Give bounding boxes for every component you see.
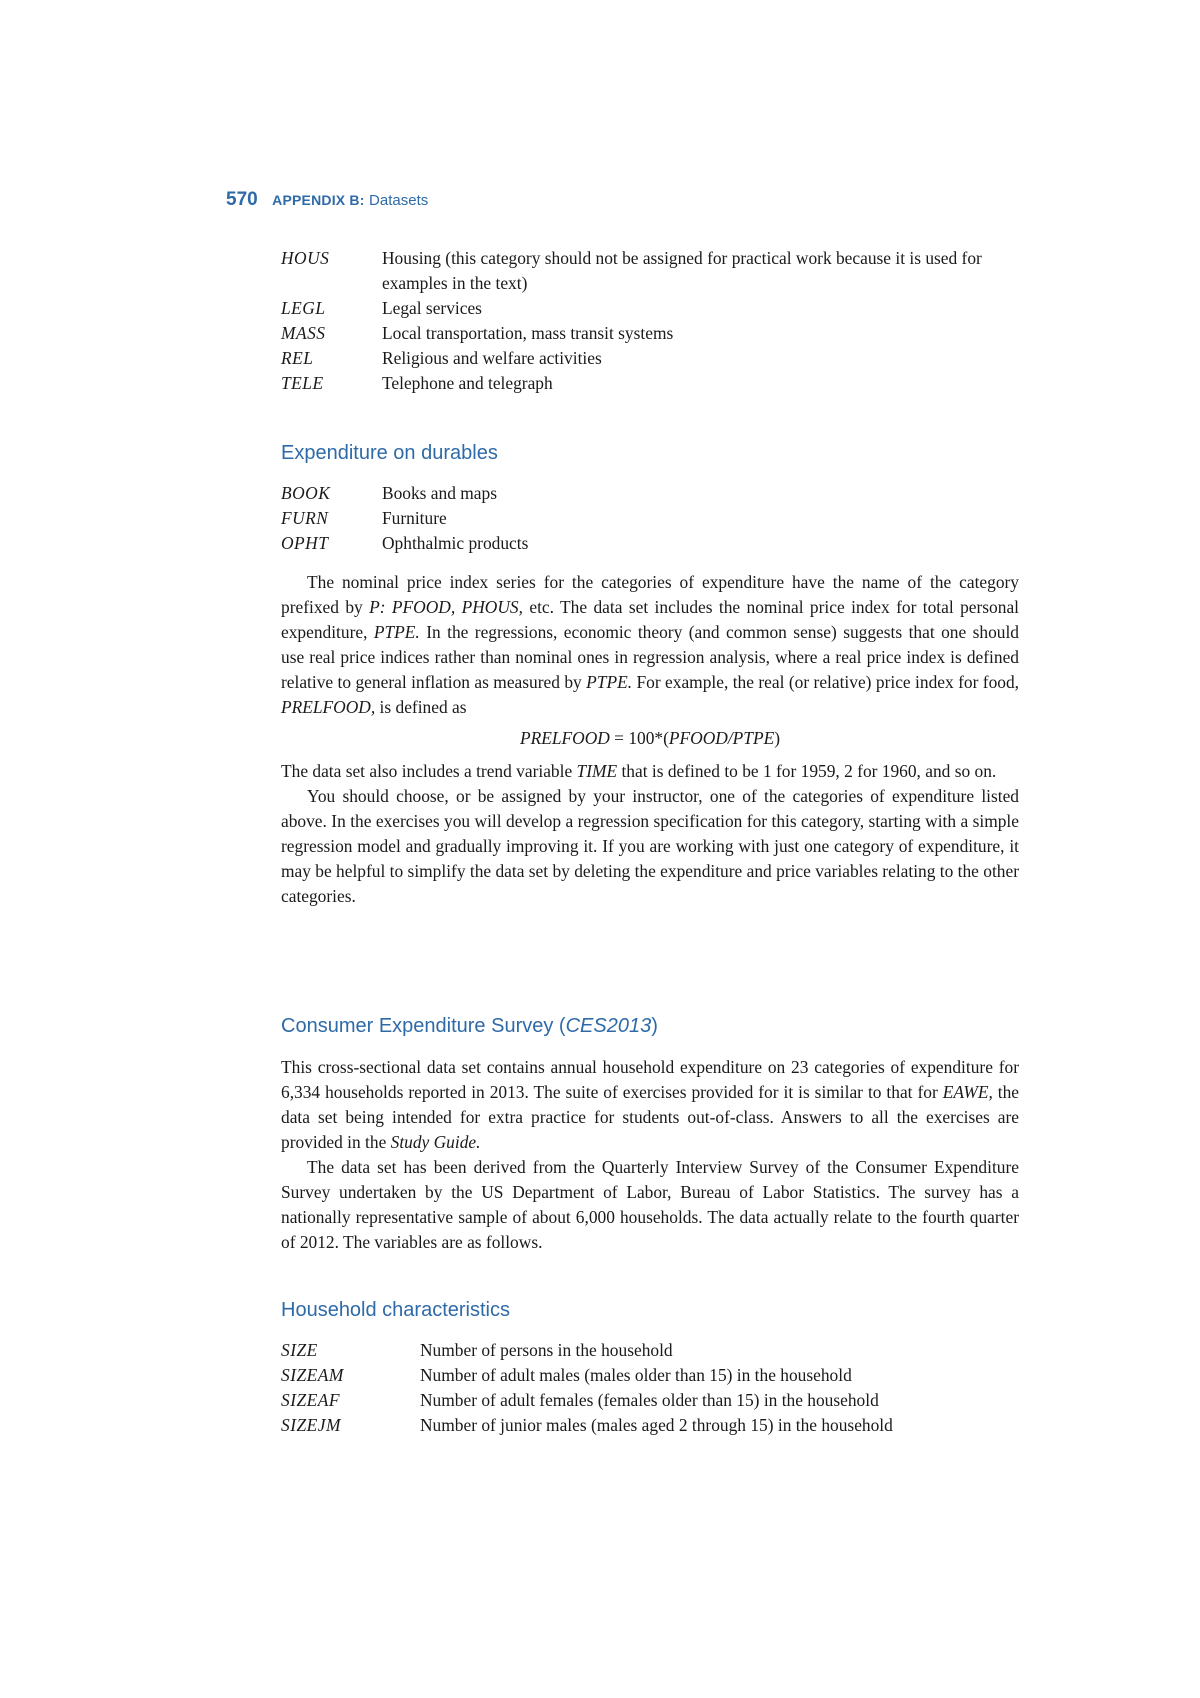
heading-text-italic: CES2013: [565, 1015, 652, 1037]
definition-row: [281, 1338, 1019, 1363]
definition-row: [281, 1388, 1019, 1413]
text-run: The nominal price index series for the categories of expenditure have the name of the category prefixed by: [281, 572, 1019, 617]
definition-row: [281, 321, 1019, 346]
variable-description: Number of persons in the household: [420, 1340, 673, 1360]
variable-code: SIZEJM: [281, 1415, 341, 1435]
variable-code: OPHT: [281, 533, 329, 553]
top-definitions-list: [281, 246, 1019, 396]
text-run: In the regressions, economic theory (and common sense) suggests that one should use real price indices rather than nominal ones in regression analysis, where a real price index is defined relative to general inflation as measured by: [281, 622, 1019, 692]
definition-row: [281, 296, 1019, 321]
variable-description: Number of adult males (males older than 15) in the household: [420, 1365, 852, 1385]
variable-code: TELE: [281, 373, 324, 393]
definition-row: [281, 346, 1019, 371]
durables-definitions-list: [281, 481, 1019, 556]
variable-description: Housing (this category should not be assigned for practical work because it is used for examples in the text): [382, 248, 982, 293]
text-run-italic: EAWE,: [942, 1082, 993, 1102]
variable-code: BOOK: [281, 483, 331, 503]
text-run-italic: PTPE.: [586, 672, 633, 692]
variable-description: Furniture: [382, 508, 447, 528]
definition-row: [281, 506, 1019, 531]
definition-row: [281, 531, 1019, 556]
text-run-italic: Study Guide.: [390, 1132, 481, 1152]
appendix-label: APPENDIX B:: [272, 192, 365, 208]
household-definitions-list: [281, 1338, 1019, 1438]
variable-description: Telephone and telegraph: [382, 373, 553, 393]
ces-section: [281, 1055, 1019, 1255]
definition-row: [281, 246, 1019, 296]
text-run: the data set being intended for extra practice for students out-of-class. Answers to all the exercises are provided in the: [281, 1082, 1020, 1152]
heading-text: ): [651, 1015, 658, 1037]
variable-description: Number of junior males (males aged 2 through 15) in the household: [420, 1415, 893, 1435]
section-heading-household: Household characteristics: [281, 1299, 510, 1321]
text-run: etc. The data set includes the nominal price index for total personal expenditure,: [281, 597, 1019, 642]
definition-row: [281, 1363, 1019, 1388]
text-run-italic: TIME: [576, 761, 618, 781]
variable-code: REL: [281, 348, 314, 368]
variable-code: MASS: [281, 323, 326, 343]
section-heading-durables: Expenditure on durables: [281, 442, 498, 464]
text-run-italic: PRELFOOD,: [281, 697, 376, 717]
appendix-title: Datasets: [369, 192, 429, 209]
text-run: This cross-sectional data set contains annual household expenditure on 23 categories of expenditure for 6,334 households reported in 2013. The suite of exercises provided for it is similar to that for: [281, 1057, 1019, 1102]
text-run: The data set also includes a trend variable: [281, 761, 577, 781]
text-run: is defined as: [375, 697, 467, 717]
formula: [281, 726, 1019, 751]
variable-description: Legal services: [382, 298, 482, 318]
variable-description: Number of adult females (females older than 15) in the household: [420, 1390, 879, 1410]
text-run: that is defined to be 1 for 1959, 2 for 1960, and so on.: [617, 761, 997, 781]
variable-code: LEGL: [281, 298, 326, 318]
definition-row: [281, 371, 1019, 396]
ces-paragraph-2: The data set has been derived from the Quarterly Interview Survey of the Consumer Expenditure Survey undertaken by the US Department of Labor, Bureau of Labor Statistics. The survey has a nationally representative sample of about 6,000 households. The data actually relate to the fourth quarter of 2012. The variables are as follows.: [281, 1157, 1019, 1252]
variable-description: Ophthalmic products: [382, 533, 529, 553]
text-run-italic: PTPE.: [373, 622, 420, 642]
variable-description: Religious and welfare activities: [382, 348, 602, 368]
trend-paragraph: [281, 759, 1019, 784]
ces-paragraph-1: [281, 1055, 1019, 1155]
variable-code: FURN: [281, 508, 329, 528]
variable-code: SIZEAM: [281, 1365, 344, 1385]
definition-row: [281, 481, 1019, 506]
formula-lhs: PRELFOOD: [519, 728, 610, 748]
instruction-paragraph: You should choose, or be assigned by your instructor, one of the categories of expenditure listed above. In the exercises you will develop a regression specification for this category, starting with a simple regression model and gradually improving it. If you are working with just one category of expenditure, it may be helpful to simplify the data set by deleting the expenditure and price variables relating to the other categories.: [281, 786, 1019, 906]
price-index-paragraph: [281, 570, 1019, 720]
variable-description: Local transportation, mass transit systems: [382, 323, 674, 343]
text-run-italic: P: PFOOD, PHOUS,: [369, 597, 523, 617]
variable-code: SIZE: [281, 1340, 318, 1360]
formula-operator: = 100*(: [609, 728, 669, 748]
heading-text: Consumer Expenditure Survey (: [281, 1015, 566, 1037]
text-run: For example, the real (or relative) price index for food,: [632, 672, 1020, 692]
variable-description: Books and maps: [382, 483, 497, 503]
running-header: [226, 190, 428, 211]
definition-row: [281, 1413, 1019, 1438]
page-number: 570: [226, 189, 258, 210]
formula-rhs: PFOOD/PTPE: [668, 728, 775, 748]
section-heading-ces: [281, 1013, 658, 1039]
price-index-section: [281, 570, 1019, 909]
formula-close: ): [774, 728, 780, 748]
variable-code: SIZEAF: [281, 1390, 341, 1410]
variable-code: HOUS: [281, 248, 330, 268]
